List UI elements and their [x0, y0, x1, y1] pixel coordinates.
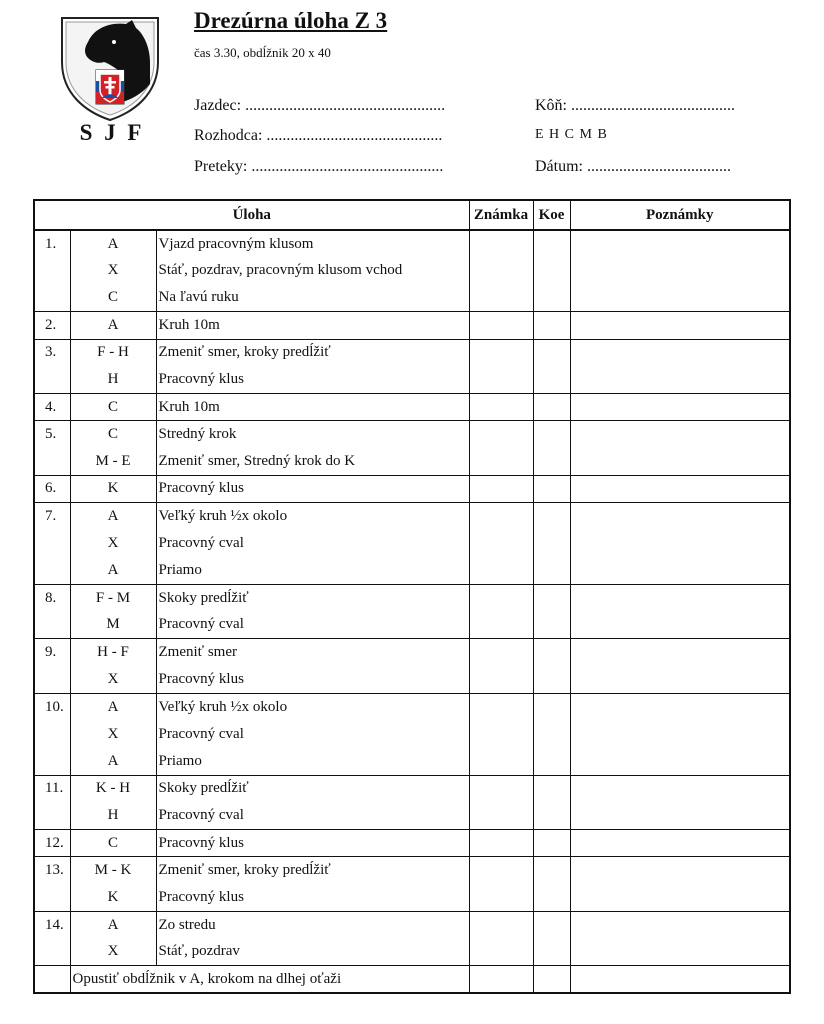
score-cell[interactable] [469, 312, 533, 339]
coefficient-cell[interactable] [533, 830, 570, 857]
movement-description: Priamo [156, 557, 469, 584]
movement-description: Zo stredu [156, 911, 469, 938]
arena-marker: M - K [70, 857, 156, 884]
movement-number: 4. [34, 394, 70, 421]
remarks-cell[interactable] [570, 966, 790, 993]
table-row [34, 830, 790, 857]
remarks-cell[interactable] [570, 475, 790, 502]
movement-number: 12. [34, 830, 70, 857]
arena-marker: H [70, 366, 156, 393]
score-cell[interactable] [469, 230, 533, 312]
arena-marker: H [70, 802, 156, 829]
arena-marker: C [70, 421, 156, 448]
movement-number [34, 939, 70, 966]
arena-marker: A [70, 230, 156, 257]
movement-description: Pracovný cval [156, 721, 469, 748]
coefficient-cell[interactable] [533, 339, 570, 394]
score-cell[interactable] [469, 339, 533, 394]
arena-marker: X [70, 257, 156, 284]
rider-field[interactable]: Jazdec: .................................................. [194, 97, 446, 114]
judge-positions: E H C M B [535, 127, 608, 142]
arena-marker: M - E [70, 448, 156, 475]
arena-marker: X [70, 530, 156, 557]
table-row-exit [34, 966, 790, 993]
arena-marker: K [70, 475, 156, 502]
movement-description: Pracovný klus [156, 666, 469, 693]
movement-description: Zmeniť smer [156, 639, 469, 666]
coefficient-cell[interactable] [533, 312, 570, 339]
header-poznamky: Poznámky [570, 200, 790, 230]
table-row [34, 584, 790, 611]
movement-number: 9. [34, 639, 70, 666]
exit-instruction: Opustiť obdĺžnik v A, krokom na dlhej oťaži [70, 966, 469, 993]
coefficient-cell[interactable] [533, 503, 570, 585]
movement-description: Zmeniť smer, kroky predĺžiť [156, 857, 469, 884]
movement-number: 5. [34, 421, 70, 448]
movement-description: Veľký kruh ½x okolo [156, 693, 469, 720]
score-cell[interactable] [469, 775, 533, 830]
movement-description: Skoky predĺžiť [156, 584, 469, 611]
movement-number [34, 748, 70, 775]
remarks-cell[interactable] [570, 639, 790, 694]
movement-description: Skoky predĺžiť [156, 775, 469, 802]
score-cell[interactable] [469, 857, 533, 912]
movement-number: 13. [34, 857, 70, 884]
table-row [34, 503, 790, 530]
table-row [34, 230, 790, 257]
movement-number [34, 884, 70, 911]
movement-description: Pracovný klus [156, 366, 469, 393]
remarks-cell[interactable] [570, 775, 790, 830]
arena-marker: A [70, 911, 156, 938]
movement-number: 2. [34, 312, 70, 339]
arena-marker: A [70, 693, 156, 720]
coefficient-cell[interactable] [533, 775, 570, 830]
coefficient-cell[interactable] [533, 421, 570, 476]
remarks-cell[interactable] [570, 503, 790, 585]
movement-description: Priamo [156, 748, 469, 775]
movement-description: Kruh 10m [156, 394, 469, 421]
table-row [34, 475, 790, 502]
page-title: Drezúrna úloha Z 3 [194, 8, 388, 33]
coefficient-cell[interactable] [533, 911, 570, 966]
arena-marker: X [70, 721, 156, 748]
movement-number [34, 557, 70, 584]
date-field[interactable]: Dátum: .................................... [535, 158, 731, 175]
score-cell[interactable] [469, 830, 533, 857]
score-cell[interactable] [469, 475, 533, 502]
header-znamka: Známka [469, 200, 533, 230]
movement-number [34, 285, 70, 312]
logo-text: S J F [79, 120, 145, 145]
score-cell[interactable] [469, 911, 533, 966]
coefficient-cell[interactable] [533, 693, 570, 775]
movement-number: 11. [34, 775, 70, 802]
arena-marker: H - F [70, 639, 156, 666]
table-row [34, 421, 790, 448]
movement-description: Pracovný cval [156, 612, 469, 639]
arena-marker: A [70, 503, 156, 530]
exit-number [34, 966, 70, 993]
score-cell[interactable] [469, 503, 533, 585]
score-cell[interactable] [469, 421, 533, 476]
score-cell[interactable] [469, 639, 533, 694]
arena-marker: A [70, 748, 156, 775]
movement-number [34, 666, 70, 693]
table-row [34, 394, 790, 421]
movement-number [34, 257, 70, 284]
movement-number: 8. [34, 584, 70, 611]
movement-number [34, 448, 70, 475]
movement-number: 7. [34, 503, 70, 530]
remarks-cell[interactable] [570, 857, 790, 912]
table-row [34, 639, 790, 666]
table-header-row [34, 200, 790, 230]
remarks-cell[interactable] [570, 830, 790, 857]
arena-marker: K [70, 884, 156, 911]
competition-field[interactable]: Preteky: ................................................ [194, 158, 444, 175]
table-row [34, 312, 790, 339]
movement-number: 6. [34, 475, 70, 502]
arena-marker: K - H [70, 775, 156, 802]
movement-description: Pracovný klus [156, 830, 469, 857]
movement-description: Pracovný klus [156, 475, 469, 502]
coefficient-cell[interactable] [533, 639, 570, 694]
movement-description: Pracovný klus [156, 884, 469, 911]
table-body [34, 230, 790, 993]
movement-description: Zmeniť smer, Stredný krok do K [156, 448, 469, 475]
horse-field[interactable]: Kôň: ......................................... [535, 97, 735, 114]
movement-number [34, 530, 70, 557]
movement-description: Pracovný cval [156, 802, 469, 829]
coefficient-cell[interactable] [533, 394, 570, 421]
arena-marker: C [70, 285, 156, 312]
movement-description: Pracovný cval [156, 530, 469, 557]
movement-number: 14. [34, 911, 70, 938]
arena-marker: A [70, 312, 156, 339]
federation-logo [58, 14, 162, 124]
movement-number [34, 802, 70, 829]
arena-marker: A [70, 557, 156, 584]
score-cell[interactable] [469, 394, 533, 421]
page-subtitle: čas 3.30, obdĺžnik 20 x 40 [194, 45, 331, 60]
table-row [34, 339, 790, 366]
remarks-cell[interactable] [570, 312, 790, 339]
arena-marker: C [70, 830, 156, 857]
arena-marker: F - M [70, 584, 156, 611]
coefficient-cell[interactable] [533, 966, 570, 993]
coefficient-cell[interactable] [533, 584, 570, 639]
remarks-cell[interactable] [570, 693, 790, 775]
remarks-cell[interactable] [570, 230, 790, 312]
movement-description: Stáť, pozdrav, pracovným klusom vchod [156, 257, 469, 284]
table-row [34, 775, 790, 802]
movement-description: Vjazd pracovným klusom [156, 230, 469, 257]
movement-description: Zmeniť smer, kroky predĺžiť [156, 339, 469, 366]
remarks-cell[interactable] [570, 911, 790, 966]
remarks-cell[interactable] [570, 339, 790, 394]
movement-description: Stáť, pozdrav [156, 939, 469, 966]
movement-description: Veľký kruh ½x okolo [156, 503, 469, 530]
arena-marker: C [70, 394, 156, 421]
movement-number [34, 612, 70, 639]
table-row [34, 911, 790, 938]
coefficient-cell[interactable] [533, 857, 570, 912]
test-sheet-table [33, 199, 791, 994]
movement-number: 3. [34, 339, 70, 366]
remarks-cell[interactable] [570, 584, 790, 639]
remarks-cell[interactable] [570, 394, 790, 421]
coefficient-cell[interactable] [533, 230, 570, 312]
header-koe: Koe [533, 200, 570, 230]
judge-field[interactable]: Rozhodca: ............................................ [194, 127, 443, 144]
arena-marker: F - H [70, 339, 156, 366]
movement-description: Na ľavú ruku [156, 285, 469, 312]
score-cell[interactable] [469, 966, 533, 993]
coefficient-cell[interactable] [533, 475, 570, 502]
movement-number: 10. [34, 693, 70, 720]
table-row [34, 693, 790, 720]
arena-marker: M [70, 612, 156, 639]
movement-number: 1. [34, 230, 70, 257]
movement-description: Stredný krok [156, 421, 469, 448]
score-cell[interactable] [469, 693, 533, 775]
table-row [34, 857, 790, 884]
movement-description: Kruh 10m [156, 312, 469, 339]
arena-marker: X [70, 666, 156, 693]
header-uloha: Úloha [34, 200, 469, 230]
movement-number [34, 366, 70, 393]
score-cell[interactable] [469, 584, 533, 639]
movement-number [34, 721, 70, 748]
arena-marker: X [70, 939, 156, 966]
remarks-cell[interactable] [570, 421, 790, 476]
